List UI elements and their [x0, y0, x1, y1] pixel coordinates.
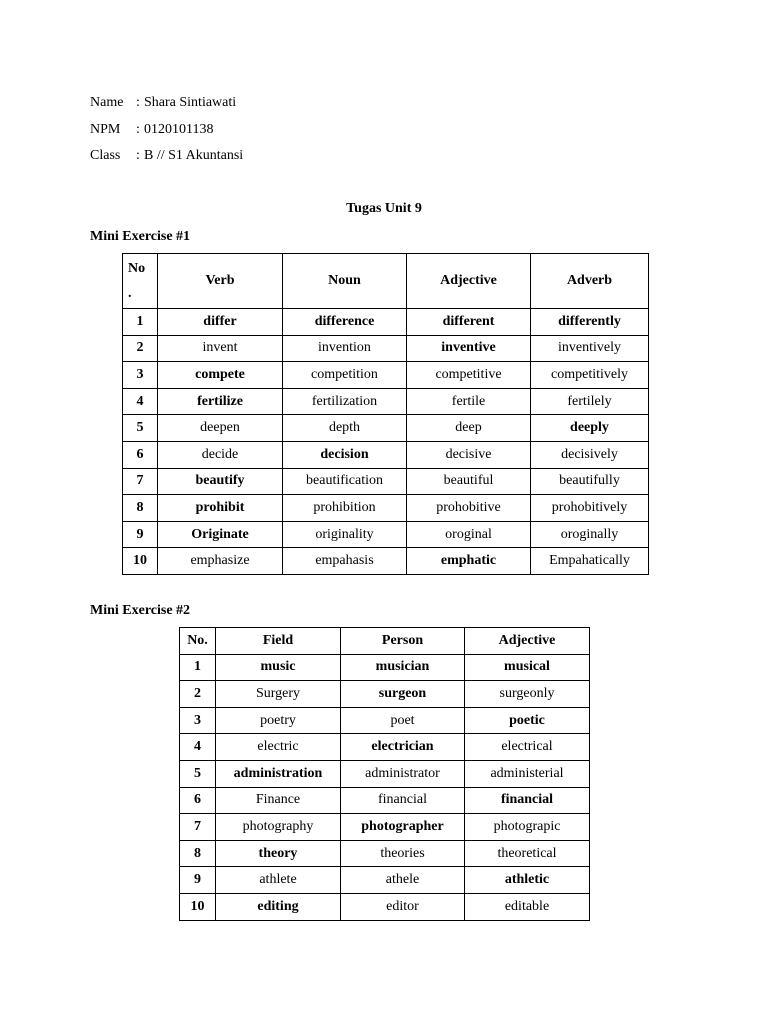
row-number: 5 — [180, 760, 216, 787]
name-separator: : — [136, 95, 140, 110]
row-number: 4 — [123, 388, 158, 415]
table-cell: decision — [283, 441, 407, 468]
table-cell: photograpic — [465, 814, 590, 841]
table-cell: athele — [341, 867, 465, 894]
table-row — [123, 548, 649, 575]
table-row — [123, 495, 649, 522]
table-row — [123, 468, 649, 495]
table-cell: Empahatically — [531, 548, 649, 575]
row-number: 8 — [180, 840, 216, 867]
exercise1-header-row — [123, 254, 649, 309]
table-cell: financial — [465, 787, 590, 814]
header-noun: Noun — [283, 254, 407, 309]
table-cell: poetry — [216, 707, 341, 734]
table-row — [180, 893, 590, 920]
table-cell: difference — [283, 309, 407, 336]
table-cell: administrator — [341, 760, 465, 787]
header-verb: Verb — [158, 254, 283, 309]
header-adjective: Adjective — [465, 628, 590, 655]
table-row — [123, 388, 649, 415]
table-row — [180, 734, 590, 761]
table-cell: oroginal — [407, 521, 531, 548]
table-row — [123, 441, 649, 468]
row-number: 3 — [180, 707, 216, 734]
class-label: Class — [90, 148, 121, 163]
table-cell: deeply — [531, 415, 649, 442]
npm-label: NPM — [90, 121, 121, 137]
exercise1-heading: Mini Exercise #1 — [90, 229, 191, 244]
table-row — [180, 840, 590, 867]
row-number: 1 — [123, 309, 158, 336]
table-cell: theories — [341, 840, 465, 867]
row-number: 5 — [123, 415, 158, 442]
table-cell: prohobitive — [407, 495, 531, 522]
class-value: B // S1 Akuntansi — [144, 148, 244, 163]
table-cell: musical — [465, 654, 590, 681]
row-number: 1 — [180, 654, 216, 681]
table-cell: administerial — [465, 760, 590, 787]
table-cell: prohibit — [158, 495, 283, 522]
table-cell: fertile — [407, 388, 531, 415]
header-person: Person — [341, 628, 465, 655]
table-cell: Originate — [158, 521, 283, 548]
table-cell: prohobitively — [531, 495, 649, 522]
row-number: 2 — [123, 335, 158, 362]
table-cell: competitively — [531, 362, 649, 389]
npm-value: 0120101138 — [144, 121, 214, 137]
table-cell: decisive — [407, 441, 531, 468]
table-cell: Surgery — [216, 681, 341, 708]
class-separator: : — [136, 148, 140, 163]
table-cell: music — [216, 654, 341, 681]
table-cell: deepen — [158, 415, 283, 442]
header-no: No . — [123, 254, 158, 309]
table-cell: fertilize — [158, 388, 283, 415]
table-cell: invent — [158, 335, 283, 362]
table-cell: decisively — [531, 441, 649, 468]
npm-row — [90, 119, 243, 146]
table-cell: depth — [283, 415, 407, 442]
table-cell: photography — [216, 814, 341, 841]
table-row — [180, 654, 590, 681]
row-number: 2 — [180, 681, 216, 708]
table-cell: theory — [216, 840, 341, 867]
name-row — [90, 92, 243, 119]
table-row — [180, 787, 590, 814]
table-cell: prohibition — [283, 495, 407, 522]
header-adverb: Adverb — [531, 254, 649, 309]
table-cell: empahasis — [283, 548, 407, 575]
student-info — [90, 92, 243, 172]
exercise2-header-row — [180, 628, 590, 655]
table-cell: beautifully — [531, 468, 649, 495]
table-cell: beautify — [158, 468, 283, 495]
table-cell: athletic — [465, 867, 590, 894]
table-cell: surgeon — [341, 681, 465, 708]
table-cell: poetic — [465, 707, 590, 734]
table-cell: musician — [341, 654, 465, 681]
table-cell: fertilization — [283, 388, 407, 415]
table-cell: oroginally — [531, 521, 649, 548]
table-cell: originality — [283, 521, 407, 548]
table-row — [123, 362, 649, 389]
row-number: 8 — [123, 495, 158, 522]
page-title: Tugas Unit 9 — [346, 201, 422, 216]
row-number: 9 — [123, 521, 158, 548]
table-cell: competitive — [407, 362, 531, 389]
row-number: 10 — [180, 893, 216, 920]
table-cell: administration — [216, 760, 341, 787]
table-row — [123, 335, 649, 362]
name-label: Name — [90, 95, 124, 110]
row-number: 10 — [123, 548, 158, 575]
table-cell: photographer — [341, 814, 465, 841]
class-row — [90, 145, 243, 172]
table-cell: different — [407, 309, 531, 336]
row-number: 4 — [180, 734, 216, 761]
table-cell: deep — [407, 415, 531, 442]
header-no: No. — [180, 628, 216, 655]
exercise1-body — [123, 309, 649, 575]
table-cell: inventively — [531, 335, 649, 362]
table-cell: differ — [158, 309, 283, 336]
exercise2-table — [179, 627, 590, 921]
table-row — [180, 760, 590, 787]
table-cell: compete — [158, 362, 283, 389]
table-cell: emphatic — [407, 548, 531, 575]
table-row — [123, 309, 649, 336]
exercise2-body — [180, 654, 590, 920]
table-cell: poet — [341, 707, 465, 734]
header-adjective: Adjective — [407, 254, 531, 309]
row-number: 6 — [123, 441, 158, 468]
name-value: Shara Sintiawati — [144, 95, 237, 110]
table-cell: editing — [216, 893, 341, 920]
table-cell: beautiful — [407, 468, 531, 495]
table-row — [123, 521, 649, 548]
table-cell: electric — [216, 734, 341, 761]
exercise1-table — [122, 253, 649, 575]
row-number: 7 — [180, 814, 216, 841]
table-cell: electrician — [341, 734, 465, 761]
table-row — [180, 867, 590, 894]
table-cell: editor — [341, 893, 465, 920]
row-number: 3 — [123, 362, 158, 389]
table-row — [123, 415, 649, 442]
table-cell: electrical — [465, 734, 590, 761]
row-number: 9 — [180, 867, 216, 894]
table-cell: decide — [158, 441, 283, 468]
table-cell: financial — [341, 787, 465, 814]
table-cell: beautification — [283, 468, 407, 495]
table-cell: editable — [465, 893, 590, 920]
table-row — [180, 707, 590, 734]
table-cell: invention — [283, 335, 407, 362]
table-cell: surgeonly — [465, 681, 590, 708]
table-cell: differently — [531, 309, 649, 336]
exercise2-heading: Mini Exercise #2 — [90, 603, 191, 618]
npm-separator: : — [136, 121, 140, 137]
table-cell: fertilely — [531, 388, 649, 415]
table-row — [180, 814, 590, 841]
header-field: Field — [216, 628, 341, 655]
table-cell: athlete — [216, 867, 341, 894]
table-cell: Finance — [216, 787, 341, 814]
table-cell: emphasize — [158, 548, 283, 575]
table-row — [180, 681, 590, 708]
table-cell: inventive — [407, 335, 531, 362]
row-number: 7 — [123, 468, 158, 495]
table-cell: competition — [283, 362, 407, 389]
row-number: 6 — [180, 787, 216, 814]
table-cell: theoretical — [465, 840, 590, 867]
